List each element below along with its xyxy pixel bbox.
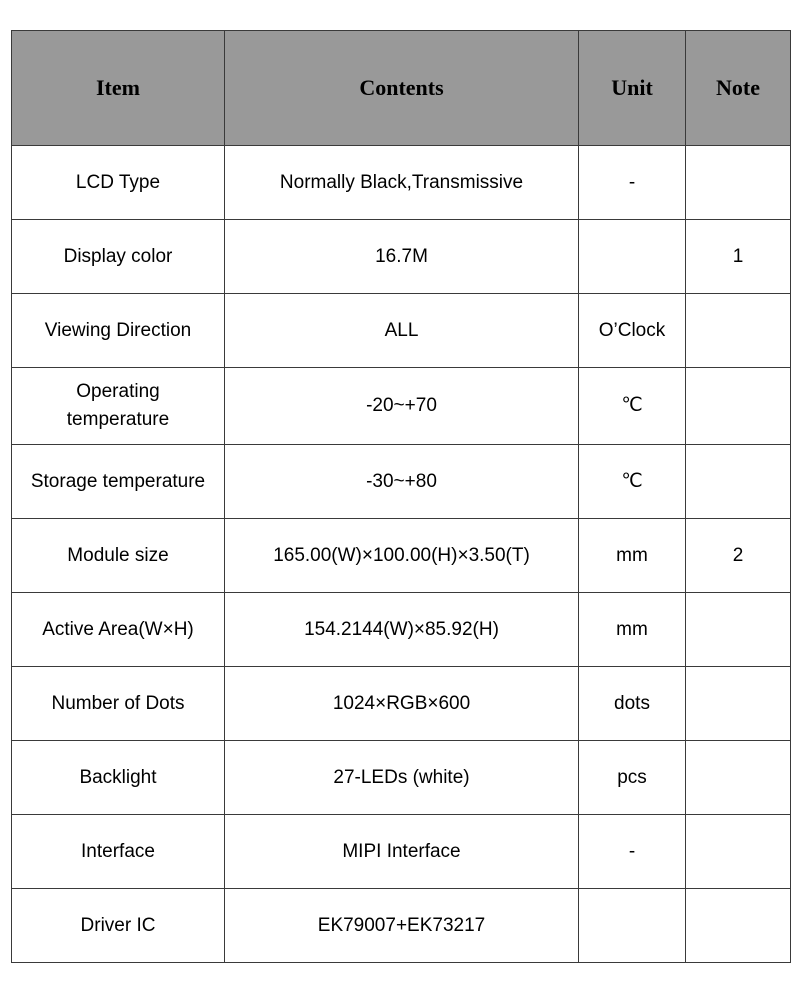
table-header [12,31,791,146]
table-row [12,667,791,741]
cell-note [686,368,791,445]
table-row [12,519,791,593]
cell-item: Display color [12,220,225,294]
cell-note [686,889,791,963]
cell-item: LCD Type [12,146,225,220]
header-note: Note [686,31,791,146]
cell-unit [579,220,686,294]
cell-unit: dots [579,667,686,741]
cell-note [686,445,791,519]
cell-item: Number of Dots [12,667,225,741]
header-contents: Contents [225,31,579,146]
cell-unit: mm [579,519,686,593]
cell-item: Driver IC [12,889,225,963]
cell-contents: Normally Black,Transmissive [225,146,579,220]
cell-note [686,815,791,889]
header-item: Item [12,31,225,146]
cell-item-text: Operating temperature [66,381,170,430]
cell-item [12,368,225,445]
spec-table [11,30,791,963]
cell-item: Interface [12,815,225,889]
cell-note [686,593,791,667]
cell-item: Active Area(W×H) [12,593,225,667]
table-row [12,593,791,667]
table-body [12,146,791,963]
cell-contents: 16.7M [225,220,579,294]
cell-note [686,294,791,368]
table-row [12,294,791,368]
table-row [12,815,791,889]
table-row [12,889,791,963]
cell-item: Viewing Direction [12,294,225,368]
cell-contents: ALL [225,294,579,368]
cell-unit: O’Clock [579,294,686,368]
cell-note [686,146,791,220]
cell-note [686,741,791,815]
cell-contents: -20~+70 [225,368,579,445]
cell-contents: 1024×RGB×600 [225,667,579,741]
cell-contents: MIPI Interface [225,815,579,889]
cell-unit: - [579,815,686,889]
cell-contents: EK79007+EK73217 [225,889,579,963]
table-row [12,445,791,519]
table-row [12,368,791,445]
cell-note: 2 [686,519,791,593]
table-row [12,146,791,220]
cell-unit: pcs [579,741,686,815]
cell-unit: - [579,146,686,220]
cell-note: 1 [686,220,791,294]
cell-item: Module size [12,519,225,593]
table-row [12,741,791,815]
cell-note [686,667,791,741]
cell-item: Backlight [12,741,225,815]
cell-contents: -30~+80 [225,445,579,519]
header-unit: Unit [579,31,686,146]
cell-item: Storage temperature [12,445,225,519]
table-row [12,220,791,294]
cell-contents: 165.00(W)×100.00(H)×3.50(T) [225,519,579,593]
cell-unit: ℃ [579,445,686,519]
cell-unit: ℃ [579,368,686,445]
cell-contents: 27-LEDs (white) [225,741,579,815]
header-row [12,31,791,146]
cell-unit [579,889,686,963]
cell-unit: mm [579,593,686,667]
cell-contents: 154.2144(W)×85.92(H) [225,593,579,667]
